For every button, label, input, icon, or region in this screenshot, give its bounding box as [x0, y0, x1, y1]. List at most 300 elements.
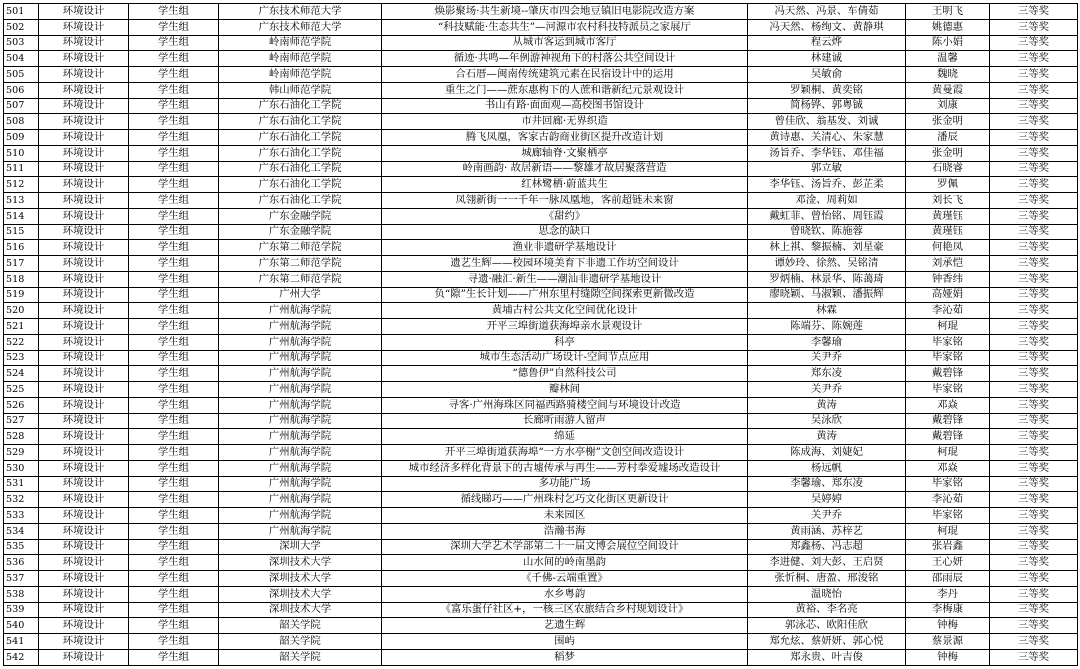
advisor-cell: 刘康 [906, 98, 990, 114]
table-row [4, 334, 1078, 350]
category-cell: 环境设计 [39, 492, 129, 508]
award-level-cell: 三等奖 [990, 429, 1078, 445]
advisor-cell: 钟梅 [906, 649, 990, 665]
advisor-cell: 黄曼霞 [906, 82, 990, 98]
advisor-cell: 刘承恺 [906, 256, 990, 272]
school-cell: 深圳技术大学 [219, 555, 382, 571]
group-cell: 学生组 [129, 161, 219, 177]
table-row [4, 397, 1078, 413]
category-cell: 环境设计 [39, 303, 129, 319]
table-row [4, 224, 1078, 240]
school-cell: 广东金融学院 [219, 208, 382, 224]
advisor-cell: 戴碧锋 [906, 413, 990, 429]
entry-number-cell: 538 [4, 586, 39, 602]
advisor-cell: 柯琨 [906, 523, 990, 539]
entry-number-cell: 536 [4, 555, 39, 571]
table-row [4, 114, 1078, 130]
category-cell: 环境设计 [39, 586, 129, 602]
authors-cell: 罗炳楠、林景华、陈蔼琦 [748, 271, 906, 287]
award-level-cell: 三等奖 [990, 35, 1078, 51]
authors-cell: 关尹乔 [748, 382, 906, 398]
table-row [4, 634, 1078, 650]
group-cell: 学生组 [129, 649, 219, 665]
award-level-cell: 三等奖 [990, 586, 1078, 602]
entry-number-cell: 524 [4, 366, 39, 382]
group-cell: 学生组 [129, 523, 219, 539]
work-title-cell: 腾飞凤凰，客家古韵商业街区提升改造计划 [382, 130, 748, 146]
group-cell: 学生组 [129, 602, 219, 618]
authors-cell: 黄裕、李名亮 [748, 602, 906, 618]
category-cell: 环境设计 [39, 460, 129, 476]
entry-number-cell: 511 [4, 161, 39, 177]
authors-cell: 李馨瑜、郑东凌 [748, 476, 906, 492]
table-row [4, 51, 1078, 67]
authors-cell: 汤旨乔、李华钰、邓佳福 [748, 145, 906, 161]
category-cell: 环境设计 [39, 161, 129, 177]
school-cell: 广东石油化工学院 [219, 130, 382, 146]
award-level-cell: 三等奖 [990, 271, 1078, 287]
category-cell: 环境设计 [39, 602, 129, 618]
school-cell: 韩山师范学院 [219, 82, 382, 98]
work-title-cell: 《千佛-云端重置》 [382, 571, 748, 587]
table-row [4, 555, 1078, 571]
advisor-cell: 李沁茹 [906, 492, 990, 508]
authors-cell: 郭立敏 [748, 161, 906, 177]
advisor-cell: 张岩鑫 [906, 539, 990, 555]
table-row [4, 287, 1078, 303]
group-cell: 学生组 [129, 429, 219, 445]
entry-number-cell: 501 [4, 4, 39, 20]
advisor-cell: 蔡景源 [906, 634, 990, 650]
authors-cell: 程云烨 [748, 35, 906, 51]
category-cell: 环境设计 [39, 618, 129, 634]
award-level-cell: 三等奖 [990, 193, 1078, 209]
work-title-cell: 开平三埠街道获海埠亲水景观设计 [382, 319, 748, 335]
advisor-cell: 刘长飞 [906, 193, 990, 209]
table-row [4, 508, 1078, 524]
table-row [4, 523, 1078, 539]
category-cell: 环境设计 [39, 634, 129, 650]
entry-number-cell: 506 [4, 82, 39, 98]
table-row [4, 602, 1078, 618]
group-cell: 学生组 [129, 35, 219, 51]
advisor-cell: 魏晓 [906, 67, 990, 83]
advisor-cell: 黄瑾钰 [906, 224, 990, 240]
entry-number-cell: 522 [4, 334, 39, 350]
authors-cell: 曾晓钦、陈施蓉 [748, 224, 906, 240]
entry-number-cell: 526 [4, 397, 39, 413]
category-cell: 环境设计 [39, 256, 129, 272]
authors-cell: 吴敏俞 [748, 67, 906, 83]
table-row [4, 67, 1078, 83]
award-level-cell: 三等奖 [990, 366, 1078, 382]
work-title-cell: 重生之门——蔗东惠构下的人蔗和谐新纪元景观设计 [382, 82, 748, 98]
category-cell: 环境设计 [39, 445, 129, 461]
school-cell: 岭南师范学院 [219, 35, 382, 51]
category-cell: 环境设计 [39, 508, 129, 524]
entry-number-cell: 509 [4, 130, 39, 146]
school-cell: 广州航海学院 [219, 460, 382, 476]
table-row [4, 240, 1078, 256]
work-title-cell: 瓣林间 [382, 382, 748, 398]
category-cell: 环境设计 [39, 114, 129, 130]
award-level-cell: 三等奖 [990, 114, 1078, 130]
group-cell: 学生组 [129, 555, 219, 571]
advisor-cell: 邵雨辰 [906, 571, 990, 587]
school-cell: 广州大学 [219, 287, 382, 303]
authors-cell: 黄涛 [748, 397, 906, 413]
work-title-cell: 寻客·广州海珠区同福西路骑楼空间与环境设计改造 [382, 397, 748, 413]
table-row [4, 445, 1078, 461]
school-cell: 岭南师范学院 [219, 67, 382, 83]
school-cell: 广东第二师范学院 [219, 271, 382, 287]
entry-number-cell: 534 [4, 523, 39, 539]
category-cell: 环境设计 [39, 82, 129, 98]
entry-number-cell: 521 [4, 319, 39, 335]
category-cell: 环境设计 [39, 555, 129, 571]
work-title-cell: 开平三埠街道获海埠“一方水亭榭”文创空间改造设计 [382, 445, 748, 461]
entry-number-cell: 520 [4, 303, 39, 319]
award-level-cell: 三等奖 [990, 145, 1078, 161]
group-cell: 学生组 [129, 397, 219, 413]
work-title-cell: 未来园区 [382, 508, 748, 524]
advisor-cell: 姚德惠 [906, 19, 990, 35]
group-cell: 学生组 [129, 271, 219, 287]
advisor-cell: 毕家铭 [906, 476, 990, 492]
award-level-cell: 三等奖 [990, 82, 1078, 98]
table-row [4, 460, 1078, 476]
school-cell: 广州航海学院 [219, 319, 382, 335]
advisor-cell: 温馨 [906, 51, 990, 67]
table-row [4, 145, 1078, 161]
category-cell: 环境设计 [39, 334, 129, 350]
group-cell: 学生组 [129, 114, 219, 130]
work-title-cell: 《富乐蛋仔社区+，一核三区农旅结合乡村规划设计》 [382, 602, 748, 618]
entry-number-cell: 504 [4, 51, 39, 67]
authors-cell: 关尹乔 [748, 508, 906, 524]
authors-cell: 郑永贵、叶吉俊 [748, 649, 906, 665]
award-level-cell: 三等奖 [990, 334, 1078, 350]
table-row [4, 303, 1078, 319]
school-cell: 岭南师范学院 [219, 51, 382, 67]
table-row [4, 35, 1078, 51]
table-row [4, 539, 1078, 555]
entry-number-cell: 539 [4, 602, 39, 618]
school-cell: 广州航海学院 [219, 350, 382, 366]
work-title-cell: 城市经济多样化背景下的古墟传承与再生——芳村拳爱墟场改造设计 [382, 460, 748, 476]
authors-cell: 黄诗惠、关清心、朱家慧 [748, 130, 906, 146]
category-cell: 环境设计 [39, 271, 129, 287]
school-cell: 韶关学院 [219, 618, 382, 634]
work-title-cell: 浩瀚书海 [382, 523, 748, 539]
school-cell: 广州航海学院 [219, 429, 382, 445]
school-cell: 广州航海学院 [219, 508, 382, 524]
school-cell: 广东技术师范大学 [219, 4, 382, 20]
entry-number-cell: 515 [4, 224, 39, 240]
authors-cell: 郑鑫杨、冯志超 [748, 539, 906, 555]
award-level-cell: 三等奖 [990, 649, 1078, 665]
category-cell: 环境设计 [39, 287, 129, 303]
award-level-cell: 三等奖 [990, 319, 1078, 335]
work-title-cell: 长廊听雨游人留声 [382, 413, 748, 429]
entry-number-cell: 532 [4, 492, 39, 508]
category-cell: 环境设计 [39, 523, 129, 539]
entry-number-cell: 542 [4, 649, 39, 665]
school-cell: 广东第二师范学院 [219, 240, 382, 256]
award-level-cell: 三等奖 [990, 161, 1078, 177]
award-level-cell: 三等奖 [990, 555, 1078, 571]
group-cell: 学生组 [129, 366, 219, 382]
work-title-cell: 科亭 [382, 334, 748, 350]
school-cell: 广州航海学院 [219, 334, 382, 350]
school-cell: 广州航海学院 [219, 397, 382, 413]
advisor-cell: 戴碧锋 [906, 429, 990, 445]
advisor-cell: 王心妍 [906, 555, 990, 571]
work-title-cell: 绵延 [382, 429, 748, 445]
award-level-cell: 三等奖 [990, 67, 1078, 83]
category-cell: 环境设计 [39, 193, 129, 209]
entry-number-cell: 517 [4, 256, 39, 272]
authors-cell: 黄涛 [748, 429, 906, 445]
award-level-cell: 三等奖 [990, 445, 1078, 461]
award-table-body [4, 4, 1078, 666]
school-cell: 广东石油化工学院 [219, 177, 382, 193]
group-cell: 学生组 [129, 319, 219, 335]
category-cell: 环境设计 [39, 397, 129, 413]
category-cell: 环境设计 [39, 145, 129, 161]
table-row [4, 319, 1078, 335]
school-cell: 广州航海学院 [219, 303, 382, 319]
advisor-cell: 钟梅 [906, 618, 990, 634]
entry-number-cell: 507 [4, 98, 39, 114]
entry-number-cell: 533 [4, 508, 39, 524]
school-cell: 广州航海学院 [219, 382, 382, 398]
entry-number-cell: 529 [4, 445, 39, 461]
work-title-cell: 从城市客运到城市客厅 [382, 35, 748, 51]
work-title-cell: 书山有路·面面观—高校图书馆设计 [382, 98, 748, 114]
group-cell: 学生组 [129, 303, 219, 319]
group-cell: 学生组 [129, 618, 219, 634]
award-level-cell: 三等奖 [990, 4, 1078, 20]
group-cell: 学生组 [129, 445, 219, 461]
category-cell: 环境设计 [39, 208, 129, 224]
authors-cell: 李馨瑜 [748, 334, 906, 350]
school-cell: 韶关学院 [219, 634, 382, 650]
advisor-cell: 罗佩 [906, 177, 990, 193]
advisor-cell: 陈小娟 [906, 35, 990, 51]
authors-cell: 简杨铧、郭粤铖 [748, 98, 906, 114]
group-cell: 学生组 [129, 539, 219, 555]
school-cell: 广州航海学院 [219, 366, 382, 382]
award-level-cell: 三等奖 [990, 539, 1078, 555]
school-cell: 广东第二师范学院 [219, 256, 382, 272]
entry-number-cell: 528 [4, 429, 39, 445]
authors-cell: 温晓怡 [748, 586, 906, 602]
category-cell: 环境设计 [39, 19, 129, 35]
work-title-cell: “科技赋能·生态共生”—河源市农村科技特派员之家展厅 [382, 19, 748, 35]
table-row [4, 256, 1078, 272]
entry-number-cell: 510 [4, 145, 39, 161]
advisor-cell: 邓焱 [906, 460, 990, 476]
entry-number-cell: 519 [4, 287, 39, 303]
work-title-cell: “德鲁伊”自然科技公司 [382, 366, 748, 382]
award-level-cell: 三等奖 [990, 208, 1078, 224]
authors-cell: 林建诚 [748, 51, 906, 67]
work-title-cell: 寻遗·融汇·新生——潮汕非遗研学基地设计 [382, 271, 748, 287]
group-cell: 学生组 [129, 460, 219, 476]
authors-cell: 郑允炫、蔡妍妍、郭心悦 [748, 634, 906, 650]
table-row [4, 19, 1078, 35]
school-cell: 深圳技术大学 [219, 586, 382, 602]
school-cell: 广州航海学院 [219, 476, 382, 492]
entry-number-cell: 531 [4, 476, 39, 492]
table-row [4, 429, 1078, 445]
entry-number-cell: 514 [4, 208, 39, 224]
award-level-cell: 三等奖 [990, 287, 1078, 303]
table-row [4, 618, 1078, 634]
category-cell: 环境设计 [39, 649, 129, 665]
school-cell: 广州航海学院 [219, 413, 382, 429]
group-cell: 学生组 [129, 82, 219, 98]
school-cell: 广东石油化工学院 [219, 114, 382, 130]
work-title-cell: 城廊轴脊·文聚栖亭 [382, 145, 748, 161]
authors-cell: 关尹乔 [748, 350, 906, 366]
advisor-cell: 戴碧锋 [906, 366, 990, 382]
group-cell: 学生组 [129, 193, 219, 209]
work-title-cell: 合石厝—闽南传统建筑元素在民宿设计中的运用 [382, 67, 748, 83]
school-cell: 广州航海学院 [219, 445, 382, 461]
school-cell: 深圳大学 [219, 539, 382, 555]
award-level-cell: 三等奖 [990, 634, 1078, 650]
work-title-cell: 市井回廊·无界织造 [382, 114, 748, 130]
table-row [4, 586, 1078, 602]
award-level-cell: 三等奖 [990, 240, 1078, 256]
award-level-cell: 三等奖 [990, 602, 1078, 618]
category-cell: 环境设计 [39, 4, 129, 20]
work-title-cell: 循线睇巧——广州珠村乞巧文化街区更新设计 [382, 492, 748, 508]
authors-cell: 廖晓颖、马淑颖、潘振辉 [748, 287, 906, 303]
advisor-cell: 李梅康 [906, 602, 990, 618]
advisor-cell: 毕家铭 [906, 334, 990, 350]
entry-number-cell: 537 [4, 571, 39, 587]
authors-cell: 黄雨涵、苏梓艺 [748, 523, 906, 539]
entry-number-cell: 527 [4, 413, 39, 429]
advisor-cell: 柯琨 [906, 445, 990, 461]
category-cell: 环境设计 [39, 571, 129, 587]
award-level-cell: 三等奖 [990, 508, 1078, 524]
award-table [3, 3, 1078, 666]
entry-number-cell: 535 [4, 539, 39, 555]
award-level-cell: 三等奖 [990, 177, 1078, 193]
award-level-cell: 三等奖 [990, 492, 1078, 508]
entry-number-cell: 530 [4, 460, 39, 476]
group-cell: 学生组 [129, 98, 219, 114]
table-row [4, 413, 1078, 429]
work-title-cell: 红林鹭栖·蔚蓝共生 [382, 177, 748, 193]
group-cell: 学生组 [129, 586, 219, 602]
school-cell: 深圳技术大学 [219, 571, 382, 587]
advisor-cell: 潘辰 [906, 130, 990, 146]
entry-number-cell: 512 [4, 177, 39, 193]
table-row [4, 82, 1078, 98]
authors-cell: 冯天然、杨绚文、黄静琪 [748, 19, 906, 35]
table-row [4, 366, 1078, 382]
award-level-cell: 三等奖 [990, 413, 1078, 429]
table-row [4, 177, 1078, 193]
group-cell: 学生组 [129, 334, 219, 350]
authors-cell: 杨远帆 [748, 460, 906, 476]
authors-cell: 陈成海、刘婕妃 [748, 445, 906, 461]
work-title-cell: 山水间的岭南墨韵 [382, 555, 748, 571]
school-cell: 广东石油化工学院 [219, 98, 382, 114]
advisor-cell: 毕家铭 [906, 382, 990, 398]
entry-number-cell: 513 [4, 193, 39, 209]
award-level-cell: 三等奖 [990, 98, 1078, 114]
group-cell: 学生组 [129, 208, 219, 224]
group-cell: 学生组 [129, 476, 219, 492]
work-title-cell: 焕影聚场·共生新境--肇庆市四会地豆镇旧电影院改造方案 [382, 4, 748, 20]
work-title-cell: 城市生态活动广场设计-空间节点应用 [382, 350, 748, 366]
group-cell: 学生组 [129, 413, 219, 429]
table-row [4, 161, 1078, 177]
group-cell: 学生组 [129, 350, 219, 366]
table-row [4, 98, 1078, 114]
table-row [4, 649, 1078, 665]
entry-number-cell: 525 [4, 382, 39, 398]
advisor-cell: 柯琨 [906, 319, 990, 335]
entry-number-cell: 502 [4, 19, 39, 35]
group-cell: 学生组 [129, 492, 219, 508]
award-level-cell: 三等奖 [990, 256, 1078, 272]
table-row [4, 350, 1078, 366]
school-cell: 广东石油化工学院 [219, 161, 382, 177]
work-title-cell: 遗艺生辉——校园环境美育下非遗工作坊空间设计 [382, 256, 748, 272]
table-row [4, 193, 1078, 209]
school-cell: 广东技术师范大学 [219, 19, 382, 35]
school-cell: 广东石油化工学院 [219, 193, 382, 209]
award-level-cell: 三等奖 [990, 476, 1078, 492]
school-cell: 深圳技术大学 [219, 602, 382, 618]
authors-cell: 林霖 [748, 303, 906, 319]
advisor-cell: 黄瑾钰 [906, 208, 990, 224]
award-level-cell: 三等奖 [990, 397, 1078, 413]
table-row [4, 208, 1078, 224]
entry-number-cell: 503 [4, 35, 39, 51]
authors-cell: 李进健、刘大彭、王启贤 [748, 555, 906, 571]
award-level-cell: 三等奖 [990, 382, 1078, 398]
work-title-cell: 《甜约》 [382, 208, 748, 224]
authors-cell: 李华钰、汤旨乔、彭芷柔 [748, 177, 906, 193]
entry-number-cell: 523 [4, 350, 39, 366]
advisor-cell: 李丹 [906, 586, 990, 602]
work-title-cell: 岭南画韵· 故居新语——黎雄才故居聚落营造 [382, 161, 748, 177]
authors-cell: 张忻桐、唐盈、邢浚铭 [748, 571, 906, 587]
work-title-cell: 多功能广场 [382, 476, 748, 492]
award-level-cell: 三等奖 [990, 224, 1078, 240]
entry-number-cell: 516 [4, 240, 39, 256]
entry-number-cell: 508 [4, 114, 39, 130]
school-cell: 广东石油化工学院 [219, 145, 382, 161]
school-cell: 广州航海学院 [219, 523, 382, 539]
work-title-cell: 围屿 [382, 634, 748, 650]
work-title-cell: 凤翎新街一一千年一脉凤凰地，客前超链未来窗 [382, 193, 748, 209]
work-title-cell: 深圳大学艺术学部第二十一届文博会展位空间设计 [382, 539, 748, 555]
table-row [4, 571, 1078, 587]
group-cell: 学生组 [129, 4, 219, 20]
advisor-cell: 钟香纬 [906, 271, 990, 287]
award-level-cell: 三等奖 [990, 51, 1078, 67]
award-level-cell: 三等奖 [990, 460, 1078, 476]
